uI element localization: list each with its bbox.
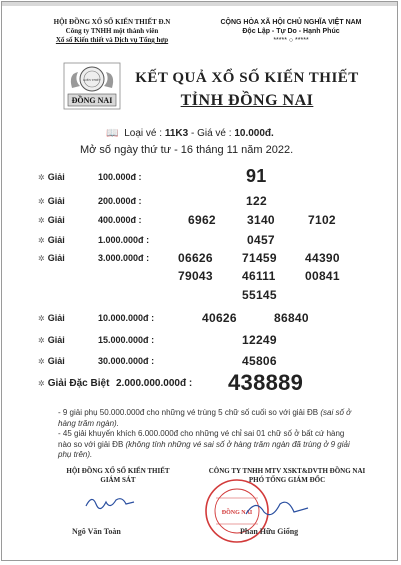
top-border — [2, 2, 397, 6]
prize-number: 7102 — [308, 213, 336, 227]
star-icon: ✲ — [38, 254, 45, 263]
republic-line1: CỘNG HÒA XÃ HỘI CHỦ NGHĨA VIỆT NAM — [220, 19, 362, 26]
republic-line3: ***** ○ ***** — [273, 37, 309, 44]
prize-label: ✲ Giải — [38, 335, 65, 345]
prize-number: 55145 — [242, 288, 277, 302]
prize-number: 0457 — [247, 233, 275, 247]
star-icon: ✲ — [38, 357, 45, 366]
prize-label: ✲ Giải — [38, 235, 65, 245]
prize-amount: 400.000đ : — [98, 215, 142, 225]
company-signature — [242, 496, 312, 522]
star-icon: ✲ — [38, 173, 45, 182]
prize-label: ✲ Giải — [38, 215, 65, 225]
prize-number: 122 — [246, 194, 267, 208]
prize-label: ✲ Giải — [38, 196, 65, 206]
prize-label: ✲ Giải — [38, 253, 65, 263]
company-org: CÔNG TY TNHH MTV XSKT&DVTH ĐỒNG NAI — [208, 467, 366, 475]
note1-italic: (sai số ở hàng trăm ngàn). — [58, 408, 351, 428]
prize-label: ✲ Giải — [38, 313, 65, 323]
issuer-line3: Xổ số Kiến thiết và Dịch vụ Tổng hợp — [55, 36, 169, 44]
stamp-center-text: ĐỒNG NAI — [221, 510, 253, 516]
star-icon: ✲ — [38, 216, 45, 225]
ticket-price-label: - Giá vé : — [190, 128, 232, 139]
ticket-type-value: 11K3 — [164, 128, 189, 139]
dong-nai-logo — [62, 62, 122, 110]
prize-amount: 3.000.000đ : — [98, 253, 150, 263]
republic-line2: Độc Lập - Tự Do - Hạnh Phúc — [242, 28, 340, 35]
prize-amount: 200.000đ : — [98, 196, 142, 206]
special-prize-amount: 2.000.000.000đ : — [116, 378, 193, 389]
supervisor-name: Ngô Văn Toàn — [72, 527, 121, 536]
prize-number: 6962 — [188, 213, 216, 227]
company-role: PHÓ TỔNG GIÁM ĐỐC — [248, 476, 326, 484]
prize-label: ✲ Giải — [38, 356, 65, 366]
prize-amount: 1.000.000đ : — [98, 235, 150, 245]
prize-amount: 15.000.000đ : — [98, 335, 155, 345]
issuer-line2: Công ty TNHH một thành viên — [65, 27, 159, 35]
prize-label: ✲ Giải — [38, 172, 65, 182]
note2-text: - 45 giải khuyến khích 6.000.000đ cho những vé chỉ sai 01 chữ số ở bất cứ hàng nào so với giải ĐB — [58, 429, 345, 449]
prize-amount: 10.000.000đ : — [98, 313, 155, 323]
prize-number: 46111 — [242, 269, 276, 283]
issuer-line1: HỘI ĐỒNG XỔ SỐ KIẾN THIẾT Đ.N — [53, 18, 171, 26]
ticket-price-value: 10.000đ. — [234, 128, 274, 139]
special-prize-label: ✲ Giải Đặc Biệt — [38, 378, 110, 389]
issuer-header — [42, 18, 182, 45]
draw-date: Mở số ngày thứ tư - 16 tháng 11 năm 2022. — [80, 144, 294, 156]
notes-section — [58, 408, 358, 461]
prize-number: 00841 — [305, 269, 340, 283]
star-icon: ✲ — [38, 336, 45, 345]
company-signer-name: Phan Hữu Giổng — [240, 527, 299, 536]
star-icon: ✲ — [38, 236, 45, 245]
supervisor-org: HỘI ĐỒNG XỔ SỐ KIẾN THIẾT — [66, 467, 170, 475]
prize-number: 06626 — [178, 251, 213, 265]
prize-number: 45806 — [242, 354, 277, 368]
logo-text: ĐỒNG NAI — [71, 96, 113, 105]
prize-amount: 30.000.000đ : — [98, 356, 155, 366]
prize-number: 40626 — [202, 311, 237, 325]
prize-number: 44390 — [305, 251, 340, 265]
ticket-type-label: Loại vé : — [124, 128, 163, 139]
prize-number: 3140 — [247, 213, 275, 227]
logo-inner-text: KIẾN THIẾT — [83, 78, 101, 82]
supervisor-block — [58, 467, 178, 485]
note1-text: - 9 giải phụ 50.000.000đ cho những vé trùng 5 chữ số cuối so với giải ĐB — [58, 408, 319, 417]
star-icon: ✲ — [38, 197, 45, 206]
prize-amount: 100.000đ : — [98, 172, 142, 182]
supervisor-signature — [82, 490, 142, 514]
prize-number: 71459 — [242, 251, 277, 265]
prize-number: 91 — [246, 166, 267, 186]
prize-number: 86840 — [274, 311, 309, 325]
supervisor-role: GIÁM SÁT — [100, 476, 136, 484]
prize-number: 79043 — [178, 269, 213, 283]
book-icon: 📖 — [106, 128, 119, 139]
prize-number: 12249 — [242, 333, 277, 347]
ticket-info — [106, 128, 274, 139]
special-prize-number: 438889 — [228, 370, 304, 395]
note2-italic: (không tính những vé sai số ở hàng trăm ngàn đã trùng ở 9 giải phụ trên). — [58, 439, 350, 459]
page-subtitle: TỈNH ĐỒNG NAI — [180, 92, 314, 109]
page-title: KẾT QUẢ XỔ SỐ KIẾN THIẾT — [135, 70, 359, 86]
results-sheet — [1, 1, 398, 561]
star-icon: ✲ — [38, 379, 45, 388]
republic-header — [206, 18, 376, 45]
star-icon: ✲ — [38, 314, 45, 323]
